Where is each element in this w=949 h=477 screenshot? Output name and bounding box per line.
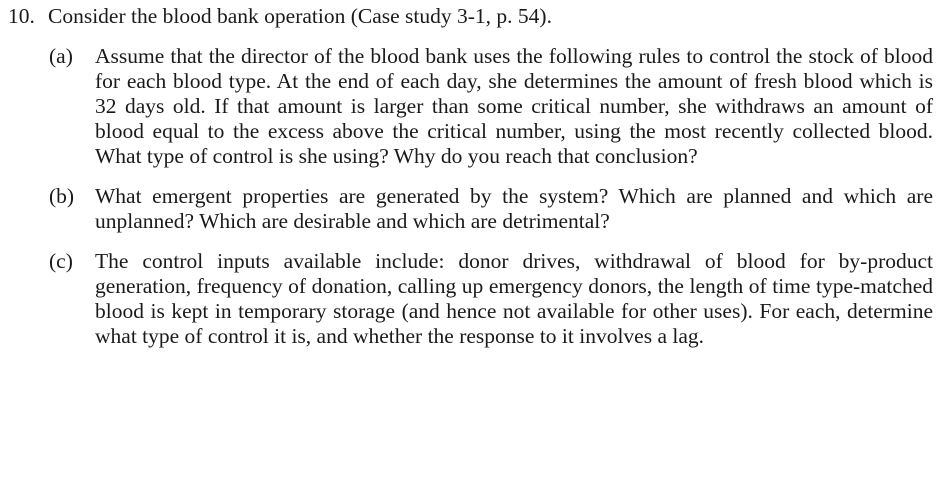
question-title: Consider the blood bank operation (Case study 3-1, p. 54). — [48, 4, 552, 28]
part-a-text: Assume that the director of the blood bank uses the following rules to control the stock of blood for each blood type. At the end of each day, she determines the amount of fresh blood which is 32 days old. If that amount is larger than some critical number, she withdraws an amount of blood equal to the excess above the critical number, using the most recently collected blood. What type of control is she using? Why do you reach that conclusion? — [95, 44, 933, 168]
part-c — [49, 249, 933, 349]
part-b-label: (b) — [49, 184, 75, 208]
part-c-text: The control inputs available include: donor drives, withdrawal of blood for by-product generation, frequency of donation, calling up emergency donors, the length of time type-matched blood is kept in temporary storage (and hence not available for other uses). For each, determine what type of control it is, and whether the response to it involves a lag. — [95, 249, 933, 348]
part-a — [49, 44, 933, 169]
part-c-label: (c) — [49, 249, 73, 273]
part-a-label: (a) — [49, 44, 73, 68]
question-10 — [8, 4, 933, 364]
part-b — [49, 184, 933, 234]
question-heading — [8, 4, 933, 29]
question-parts — [49, 44, 933, 349]
part-b-text: What emergent properties are generated by the system? Which are planned and which are unplanned? Which are desirable and which are detrimental? — [95, 184, 933, 233]
question-number: 10. — [8, 4, 35, 28]
